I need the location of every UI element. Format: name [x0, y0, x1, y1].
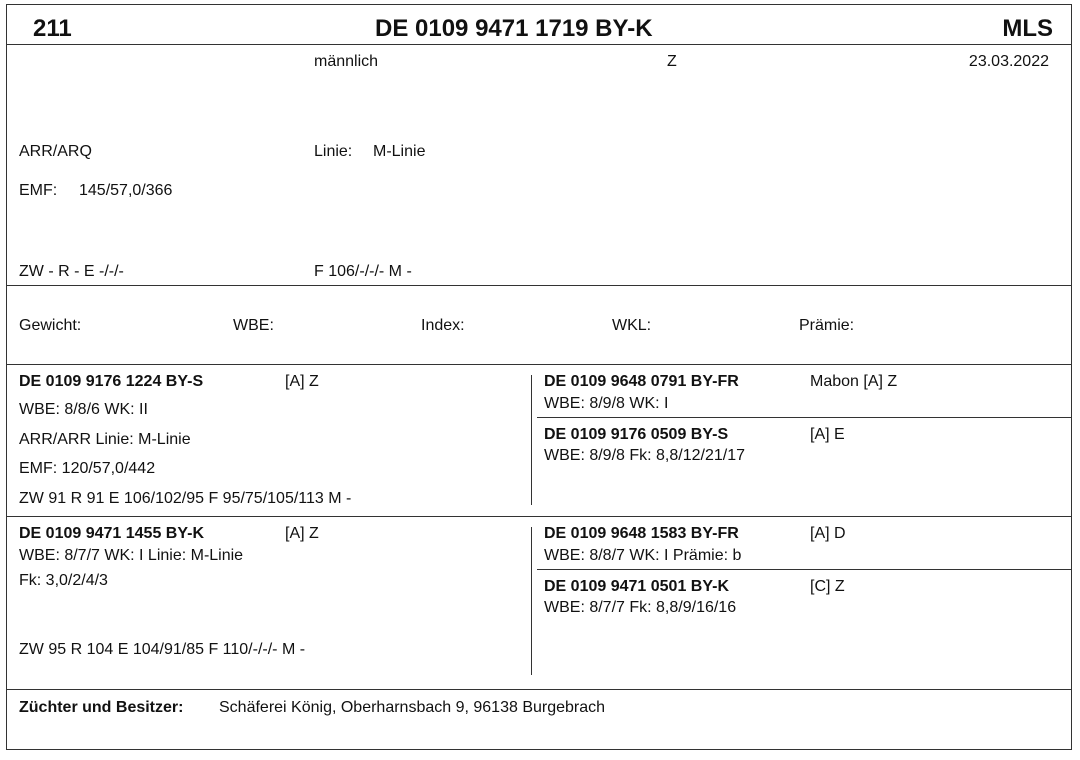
f-line: F 106/-/-/- M -: [314, 263, 412, 280]
dam-ancestors-divider: [537, 569, 1071, 570]
sex-value: männlich: [314, 53, 379, 70]
sire-sire-tag: Mabon [A] Z: [810, 373, 898, 390]
emf-label: EMF:: [19, 182, 58, 199]
breeder-label: Züchter und Besitzer:: [19, 699, 184, 716]
sire-emf: EMF: 120/57,0/442: [19, 460, 156, 477]
linie-label: Linie:: [314, 143, 353, 160]
gewicht-label: Gewicht:: [19, 317, 82, 334]
sire-tag: [A] Z: [285, 373, 319, 390]
sire-arr: ARR/ARR Linie: M-Linie: [19, 431, 191, 448]
dam-sire-wbe: WBE: 8/8/7 WK: I Prämie: b: [544, 547, 742, 564]
pedigree-card: [6, 4, 1072, 750]
emf-value: 145/57,0/366: [79, 182, 173, 199]
dam-tag: [A] Z: [285, 525, 319, 542]
breed-code: MLS: [1002, 15, 1053, 42]
sire-dam-tag: [A] E: [810, 426, 845, 443]
dam-dam-id: DE 0109 9471 0501 BY-K: [544, 578, 730, 595]
sire-dam-divider: [7, 516, 1071, 517]
dam-zw: ZW 95 R 104 E 104/91/85 F 110/-/-/- M -: [19, 641, 306, 658]
catalog-number: 211: [33, 15, 72, 42]
dam-fk: Fk: 3,0/2/4/3: [19, 572, 108, 589]
wbe-label: WBE:: [233, 317, 274, 334]
sire-id: DE 0109 9176 1224 BY-S: [19, 373, 204, 390]
sire-zw: ZW 91 R 91 E 106/102/95 F 95/75/105/113 M -: [19, 490, 352, 507]
sire-sire-wbe: WBE: 8/9/8 WK: I: [544, 395, 669, 412]
dam-wbe: WBE: 8/7/7 WK: I Linie: M-Linie: [19, 547, 244, 564]
sire-wbe: WBE: 8/8/6 WK: II: [19, 401, 148, 418]
z-value: Z: [667, 53, 677, 70]
sire-dam-id: DE 0109 9176 0509 BY-S: [544, 426, 729, 443]
wkl-label: WKL:: [612, 317, 652, 334]
index-label: Index:: [421, 317, 465, 334]
sire-vertical-divider: [531, 375, 532, 505]
arr-value: ARR/ARQ: [19, 143, 92, 160]
praemie-label: Prämie:: [799, 317, 855, 334]
linie-value: M-Linie: [373, 143, 426, 160]
dam-id: DE 0109 9471 1455 BY-K: [19, 525, 205, 542]
labels-divider: [7, 364, 1071, 365]
birth-date: 23.03.2022: [968, 53, 1049, 70]
header-divider: [7, 44, 1071, 45]
sire-ancestors-divider: [537, 417, 1071, 418]
zw-line: ZW - R - E -/-/-: [19, 263, 124, 280]
dam-sire-id: DE 0109 9648 1583 BY-FR: [544, 525, 739, 542]
breeder-value: Schäferei König, Oberharnsbach 9, 96138 Burgebrach: [219, 699, 606, 716]
animal-id: DE 0109 9471 1719 BY-K: [375, 15, 653, 42]
dam-dam-tag: [C] Z: [810, 578, 845, 595]
info-divider: [7, 285, 1071, 286]
sire-dam-wbe: WBE: 8/9/8 Fk: 8,8/12/21/17: [544, 447, 745, 464]
dam-vertical-divider: [531, 527, 532, 675]
breeder-divider: [7, 689, 1071, 690]
sire-sire-id: DE 0109 9648 0791 BY-FR: [544, 373, 739, 390]
dam-sire-tag: [A] D: [810, 525, 846, 542]
dam-dam-wbe: WBE: 8/7/7 Fk: 8,8/9/16/16: [544, 599, 737, 616]
